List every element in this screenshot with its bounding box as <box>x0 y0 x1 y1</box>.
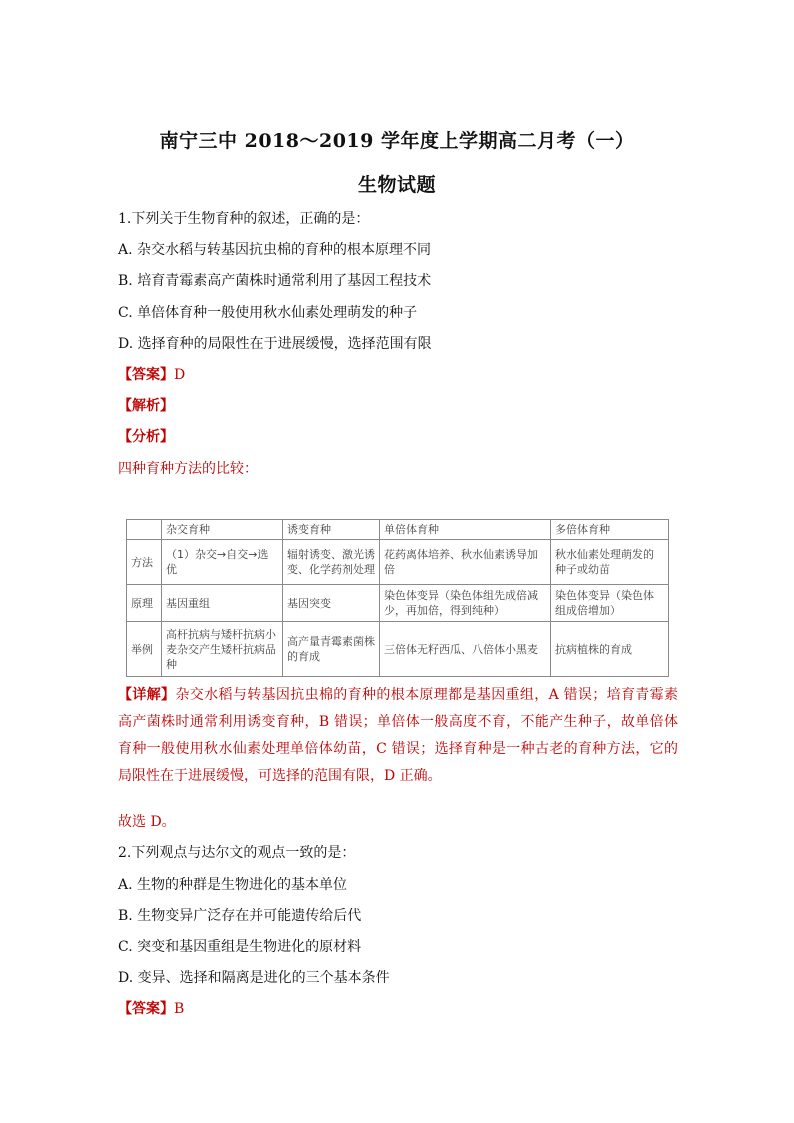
table-row <box>127 585 669 622</box>
page-subtitle: 生物试题 <box>357 174 436 196</box>
q1-option-b: B. 培育青霉素高产菌株时通常利用了基因工程技术 <box>118 273 432 289</box>
q2-option-c: C. 突变和基因重组是生物进化的原材料 <box>118 939 362 955</box>
q1-detail <box>118 682 678 790</box>
answer-value: B <box>174 1001 185 1017</box>
q2-option-a: A. 生物的种群是生物进化的基本单位 <box>118 877 348 893</box>
table-cell: 抗病植株的育成 <box>551 622 669 677</box>
table-cell: 花药离体培养、秋水仙素诱导加倍 <box>380 540 551 585</box>
q1-stem: 1.下列关于生物育种的叙述，正确的是： <box>118 211 370 227</box>
table-cell: 基因重组 <box>162 585 283 622</box>
q1-option-a: A. 杂交水稻与转基因抗虫棉的育种的根本原理不同 <box>118 242 432 258</box>
q2-option-d: D. 变异、选择和隔离是进化的三个基本条件 <box>118 970 390 986</box>
table-cell: 秋水仙素处理萌发的种子或幼苗 <box>551 540 669 585</box>
detail-tag: 【详解】 <box>118 687 176 703</box>
page-title: 南宁三中 2018～2019 学年度上学期高二月考（一） <box>159 130 635 152</box>
table-cell: 染色体变异（染色体组成倍增加） <box>551 585 669 622</box>
answer-tag: 【答案】 <box>118 367 174 383</box>
q1-option-d: D. 选择育种的局限性在于进展缓慢，选择范围有限 <box>118 336 432 352</box>
table-cell: 三倍体无籽西瓜、八倍体小黑麦 <box>380 622 551 677</box>
table-cell: 方法 <box>127 540 162 585</box>
table-row <box>127 622 669 677</box>
answer-value: D <box>174 367 186 383</box>
table-cell: 高产量青霉素菌株的育成 <box>283 622 380 677</box>
table-header-cell: 单倍体育种 <box>380 520 551 540</box>
q2-answer <box>118 998 184 1018</box>
table-header-cell: 杂交育种 <box>162 520 283 540</box>
q2-option-b: B. 生物变异广泛存在并可能遗传给后代 <box>118 908 362 924</box>
table-cell: 基因突变 <box>283 585 380 622</box>
table-header-cell <box>127 520 162 540</box>
table-cell: （1）杂交→自交→选优 <box>162 540 283 585</box>
detail-text: 杂交水稻与转基因抗虫棉的育种的根本原理都是基因重组，A 错误；培育青霉素高产菌株时通常利用诱变育种，B 错误；单倍体一般高度不育，不能产生种子，故单倍体育种一般使用秋水仙素处理单倍体幼苗，C 错误；选择育种是一种古老的育种方法，它的局限性在于进展缓慢，可选择的范围有限，D 正确。 <box>118 687 679 784</box>
compare-title: 四种育种方法的比较： <box>118 461 258 477</box>
q1-conclusion: 故选 D。 <box>118 814 176 830</box>
table-header-cell: 多倍体育种 <box>551 520 669 540</box>
table-header-cell: 诱变育种 <box>283 520 380 540</box>
q2-stem: 2.下列观点与达尔文的观点一致的是： <box>118 845 356 861</box>
table-cell: 举例 <box>127 622 162 677</box>
q1-fenxi-tag: 【分析】 <box>118 429 174 445</box>
q1-option-c: C. 单倍体育种一般使用秋水仙素处理萌发的种子 <box>118 305 418 321</box>
answer-tag: 【答案】 <box>118 1001 174 1017</box>
table-header-row <box>127 520 669 540</box>
table-row <box>127 540 669 585</box>
table-cell: 原理 <box>127 585 162 622</box>
q1-analysis-tag: 【解析】 <box>118 398 174 414</box>
table-cell: 高杆抗病与矮杆抗病小麦杂交产生矮杆抗病品种 <box>162 622 283 677</box>
q1-answer <box>118 364 185 384</box>
table-cell: 染色体变异（染色体组先成倍减少，再加倍，得到纯种） <box>380 585 551 622</box>
table-cell: 辐射诱变、激光诱变、化学药剂处理 <box>283 540 380 585</box>
comparison-table <box>126 519 669 677</box>
